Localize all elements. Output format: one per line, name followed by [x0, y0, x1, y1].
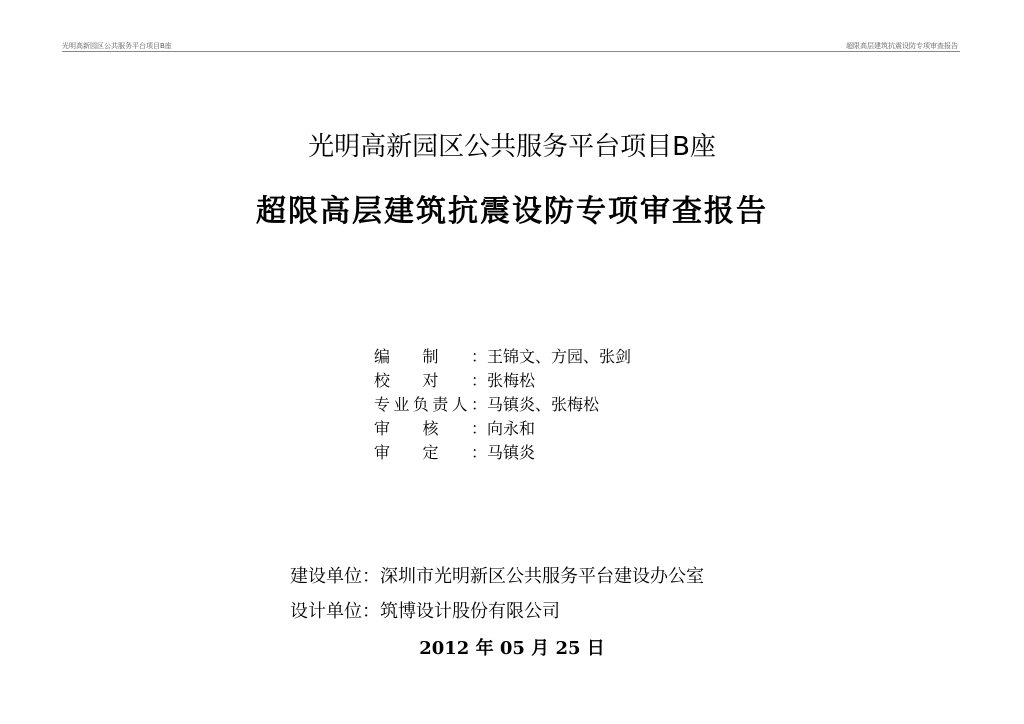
staff-label: 校对： [374, 371, 487, 390]
running-header-right: 超限高层建筑抗震设防专项审查报告 [846, 42, 958, 50]
staff-value: 王锦文、方园、张剑 [487, 347, 632, 366]
staff-label: 审定： [374, 443, 487, 462]
report-title: 超限高层建筑抗震设防专项审查报告 [256, 194, 768, 229]
staff-row-proofread [374, 369, 631, 393]
staff-value: 马镇炎 [487, 443, 536, 462]
project-title: 光明高新园区公共服务平台项目B座 [308, 132, 716, 162]
staff-label: 编制： [374, 347, 487, 366]
staff-list [374, 345, 631, 465]
staff-label: 审核： [374, 419, 487, 438]
staff-row-compile [374, 345, 631, 369]
header-divider [62, 51, 960, 52]
design-unit: 设计单位：筑博设计股份有限公司 [290, 601, 560, 622]
staff-value: 张梅松 [487, 371, 536, 390]
construction-unit: 建设单位：深圳市光明新区公共服务平台建设办公室 [290, 566, 704, 587]
staff-value: 马镇炎、张梅松 [487, 395, 600, 414]
staff-value: 向永和 [487, 419, 536, 438]
staff-row-lead [374, 393, 631, 417]
report-date: 2012 年 05 月 25 日 [419, 638, 605, 659]
running-header-left: 光明高新园区公共服务平台项目B座 [62, 42, 172, 50]
staff-row-review [374, 417, 631, 441]
staff-row-approve [374, 441, 631, 465]
staff-label: 专业负责人： [374, 395, 487, 414]
